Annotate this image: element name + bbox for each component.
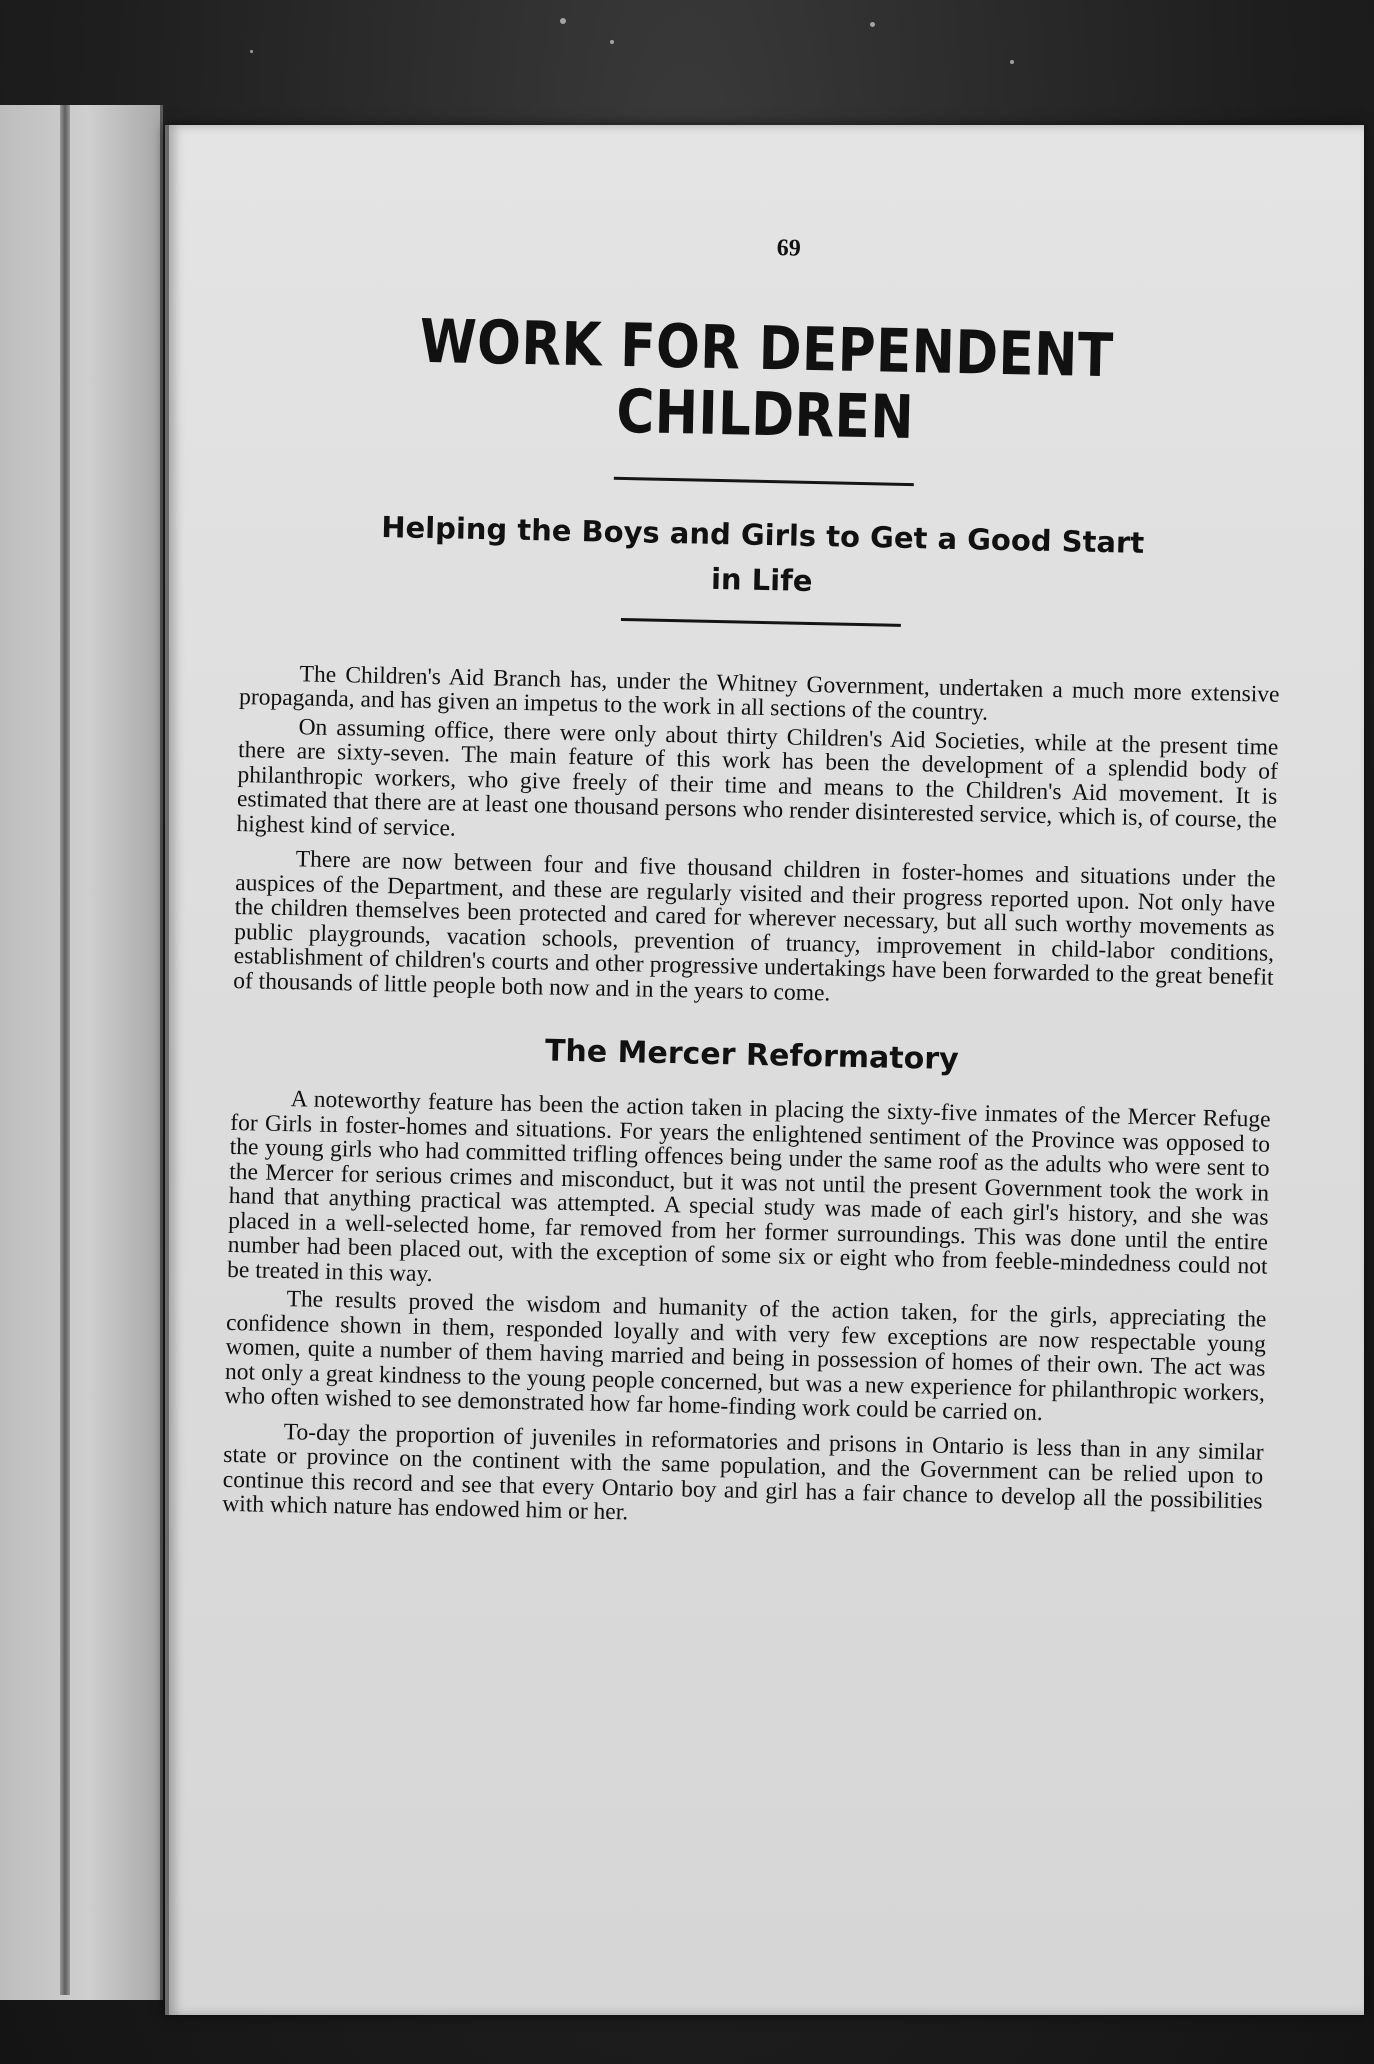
paragraph: On assuming office, there were only about thirty Children's Aid Societies, while at the present time there are sixty-seven. The main feature of this work has been the development of a splendid body of philanthropic workers, who give freely of their time and means to the Children's Aid movement. It is estimated that there are at least one thousand persons who render disinterested service, which is, of course, the highest kind of service. [236,714,1279,842]
dust-speck [1010,60,1014,64]
dust-speck [870,22,875,27]
section-heading: The Mercer Reformatory [544,1033,959,1078]
subtitle-divider [621,618,901,627]
page-number: 69 [776,235,801,262]
dust-speck [250,50,253,53]
paragraph: A noteworthy feature has been the action taken in placing the sixty-five inmates of the Mercer Refuge for Girls in foster-homes and situations. For years the enlightened sentiment of the Province was opposed to the young girls who had committed trifling offences being under the same roof as the adults who were sent to the Mercer for serious crimes and misconduct, but it was not until the present Government took the work in hand that anything practical was attempted. A special study was made of each girl's history, and she was placed in a well-selected home, far removed from her former surroundings. This was done until the entire number had been placed out, with the exception of some six or eight who from feeble-mindedness could not be treated in this way. [226,1086,1271,1288]
facing-page-edge [0,105,163,2000]
dust-speck [610,40,614,44]
document-page [165,125,1364,2015]
paragraph: The results proved the wisdom and humanity of the action taken, for the girls, appreciating the confidence shown in them, responded loyally and with very few exceptions are now respectable young women, quite a number of them having married and being in possession of homes of their own. The act was not only a great kindness to the young people concerned, but was a new experience for philanthropic workers, who often wished to see demonstrated how far home-finding work could be carried on. [224,1286,1267,1427]
page-content [222,224,1289,1548]
subtitle [241,502,1283,614]
paragraph: There are now between four and five thousand children in foster-homes and situations under the auspices of the Department, and these are regularly visited and their progress reported upon. Not only have the children themselves been protected and cared for wherever necessary, but all such worthy movements as public playgrounds, vacation schools, prevention of truancy, improvement in child-labor conditions, establishment of children's courts and other progressive undertakings have been forwarded to the great benefit of thousands of little people both now and in the years to come. [232,846,1276,1007]
binding-shadow [60,105,70,1995]
subtitle-line-2: in Life [710,561,813,598]
page-title: WORK FOR DEPENDENT CHILDREN [419,306,1115,454]
paragraph: The Children's Aid Branch has, under the Whitney Government, undertaken a much more extensive propaganda, and has given an impetus to the work in all sections of the country. [238,661,1280,727]
dust-speck [560,18,566,24]
subtitle-line-1: Helping the Boys and Girls to Get a Good Start [380,509,1145,560]
title-divider [614,477,914,486]
paragraph: To-day the proportion of juveniles in reformatories and prisons in Ontario is less than in any similar state or province on the continent with the same population, and the Government can be relied upon to continue this record and see that every Ontario boy and girl has a fair chance to develop all the possibilities with which nature has endowed him or her. [222,1418,1264,1526]
